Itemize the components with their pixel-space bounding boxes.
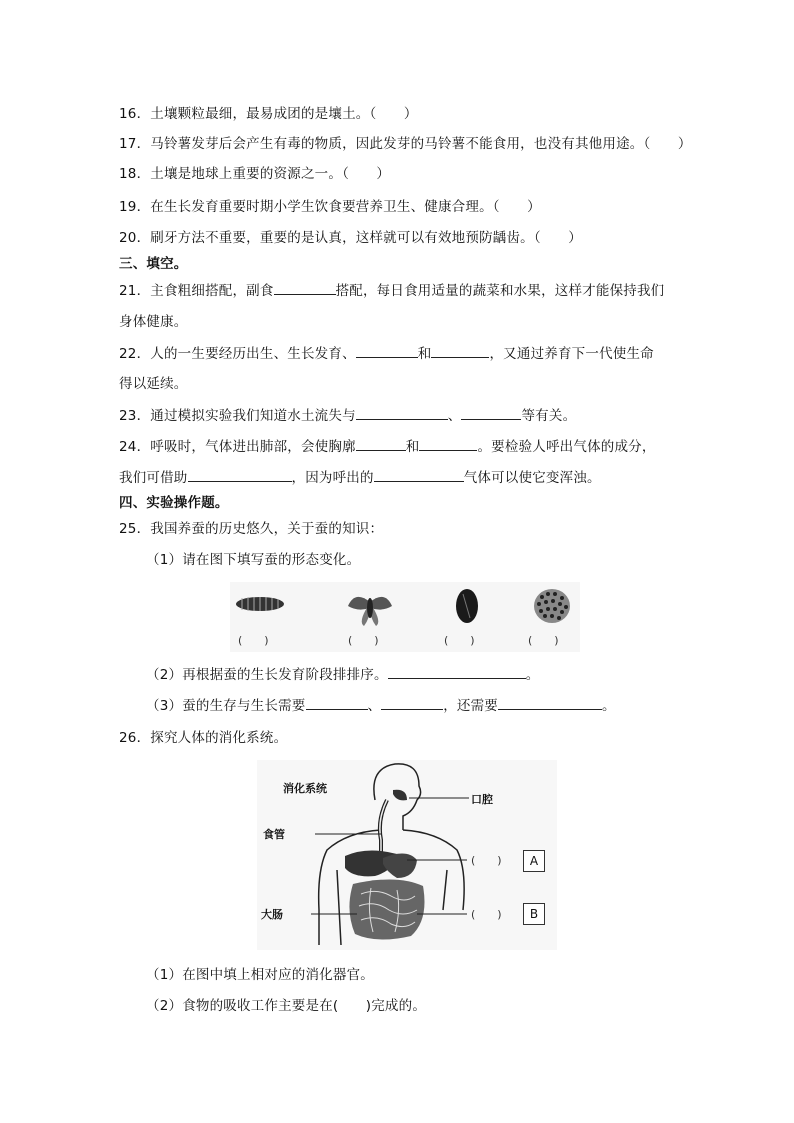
question-22-cont: 得以延续。 [119,376,188,392]
pupa-paren[interactable]: ( ) [444,634,475,647]
organ-b-paren[interactable]: ( ) [471,908,502,921]
question-25-2 [146,664,539,685]
larva-icon [236,597,284,611]
label-mouth: 口腔 [471,793,493,806]
question-25-1: （1）请在图下填写蚕的形态变化。 [146,552,361,568]
question-22 [119,343,654,364]
box-a: A [523,850,545,872]
silkworm-figure [230,582,580,652]
question-24 [119,436,656,457]
q25-3-text-b: 、 [367,698,382,714]
q24-text-a: 24．呼吸时，气体进出肺部，会使胸廓 [119,439,356,455]
digestive-system-figure [257,760,557,950]
q24-text-d: 我们可借助 [119,470,188,486]
pupa-icon [456,589,478,623]
q24-blank-3[interactable] [188,467,292,482]
question-25: 25．我国养蚕的历史悠久，关于蚕的知识： [119,521,384,537]
q24-text-f: 气体可以使它变浑浊。 [463,470,601,486]
q24-text-c: 。要检验人呼出气体的成分， [477,439,656,455]
digestive-figure-title: 消化系统 [283,782,327,795]
q22-text-a: 22．人的一生要经历出生、生长发育、 [119,346,356,362]
q24-text-b: 和 [405,439,420,455]
moth-paren[interactable]: ( ) [348,634,379,647]
q22-text-c: ，又通过养育下一代使生命 [489,346,654,362]
q23-text-c: 等有关。 [521,408,577,424]
question-21-cont: 身体健康。 [119,314,188,330]
organ-a-paren[interactable]: ( ) [471,854,502,867]
q22-blank-2[interactable] [431,343,489,358]
q25-2-end: 。 [525,667,540,683]
moth-icon [348,597,392,626]
label-esophagus: 食管 [263,828,285,841]
q25-2-text: （2）再根据蚕的生长发育阶段排排序。 [146,667,388,683]
q25-3-blank-2[interactable] [381,695,443,710]
q24-blank-2[interactable] [419,436,477,451]
q24-blank-1[interactable] [356,436,406,451]
q24-blank-4[interactable] [374,467,464,482]
eggs-icon [534,589,570,623]
question-16: 16．土壤颗粒最细，最易成团的是壤土。（ ） [119,106,418,122]
label-large-intestine: 大肠 [261,908,283,921]
question-19: 19．在生长发育重要时期小学生饮食要营养卫生、健康合理。（ ） [119,199,541,215]
question-18: 18．土壤是地球上重要的资源之一。（ ） [119,166,391,182]
q21-text-a: 21．主食粗细搭配，副食 [119,283,274,299]
section-3-title: 三、填空。 [119,256,188,272]
q23-text-a: 23．通过模拟实验我们知道水土流失与 [119,408,356,424]
q23-blank-1[interactable] [356,405,448,420]
q25-3-text-d: 。 [602,698,616,714]
question-26-2: （2）食物的吸收工作主要是在( )完成的。 [146,998,427,1014]
question-20: 20．刷牙方法不重要，重要的是认真，这样就可以有效地预防龋齿。（ ） [119,230,582,246]
q25-3-blank-1[interactable] [306,695,368,710]
q23-blank-2[interactable] [461,405,521,420]
question-26-1: （1）在图中填上相对应的消化器官。 [146,967,374,983]
q25-2-blank[interactable] [388,664,526,679]
q23-text-b: 、 [447,408,462,424]
q25-3-blank-3[interactable] [498,695,602,710]
q22-text-b: 和 [417,346,432,362]
larva-paren[interactable]: ( ) [238,634,269,647]
question-17: 17．马铃薯发芽后会产生有毒的物质，因此发芽的马铃薯不能食用，也没有其他用途。（ ） [119,136,692,152]
question-26: 26．探究人体的消化系统。 [119,730,288,746]
box-b: B [523,903,545,925]
q25-3-text-a: （3）蚕的生存与生长需要 [146,698,306,714]
question-21 [119,280,664,301]
q22-blank-1[interactable] [356,343,418,358]
question-23 [119,405,576,426]
q24-text-e: ，因为呼出的 [291,470,374,486]
q21-text-b: 搭配，每日食用适量的蔬菜和水果，这样才能保持我们 [335,283,665,299]
question-24-cont [119,467,601,488]
q25-3-text-c: ，还需要 [443,698,499,714]
eggs-paren[interactable]: ( ) [528,634,559,647]
section-4-title: 四、实验操作题。 [119,495,229,511]
question-25-3 [146,695,616,716]
q21-blank[interactable] [274,280,336,295]
